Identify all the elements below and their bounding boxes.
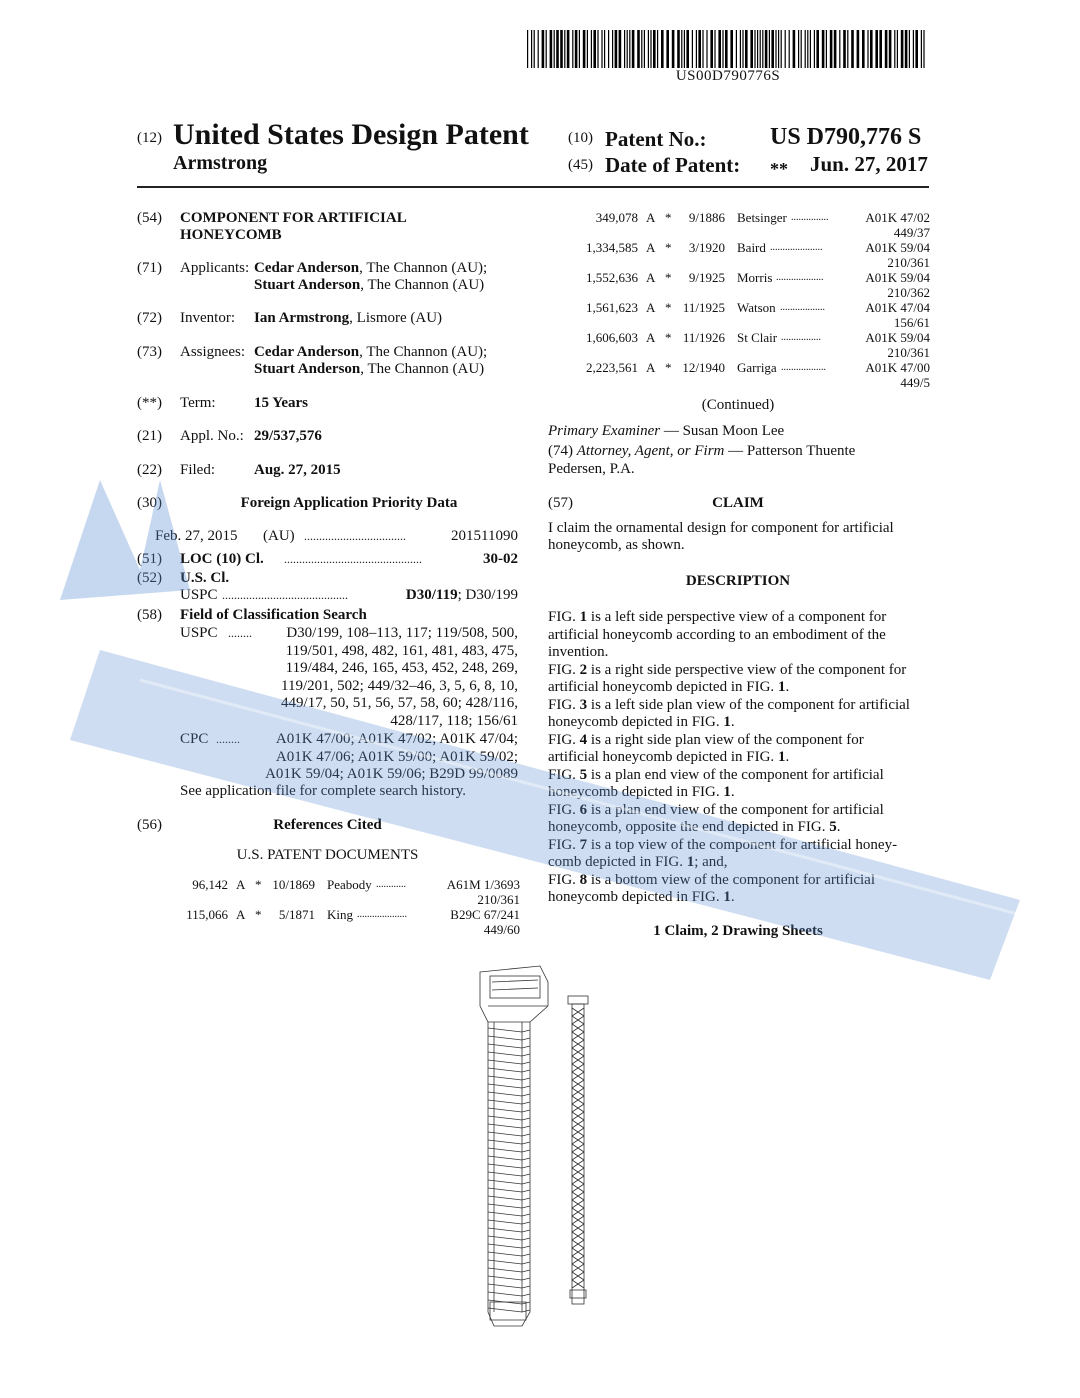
inventor-surname: Armstrong (173, 152, 268, 174)
priority-country: (AU) (263, 528, 295, 544)
ref-dots: ................ (781, 332, 821, 343)
inventor-label: Inventor: (180, 310, 235, 326)
code-57: (57) (548, 495, 573, 511)
ref-number: 1,561,623 (586, 300, 638, 315)
uspc-line: 119/501, 498, 482, 161, 481, 483, 475, (285, 642, 518, 659)
ref-name: St Clair (737, 330, 778, 345)
us-cl-dots: .......................................... (222, 588, 348, 602)
cpc-line: A01K 59/04; A01K 59/06; B29D 99/0089 (265, 766, 518, 782)
assignee-2: Stuart Anderson, The Channon (AU) (254, 361, 485, 377)
ref-star: * (665, 330, 672, 345)
barcode-text: US00D790776S (675, 68, 781, 84)
ref-dots: .................... (357, 909, 407, 920)
search-cpc-dots: ........ (216, 732, 240, 746)
fig-2-side-view (568, 996, 588, 1304)
code-52: (52) (137, 570, 162, 586)
reference-row (560, 360, 930, 390)
ref-class: A01K 47/04 (865, 300, 930, 315)
ref-dots: .................. (781, 362, 826, 373)
ref-kind: A (646, 300, 656, 315)
code-12: (12) (137, 130, 162, 146)
ref-dots: ............ (376, 879, 406, 890)
us-cl-label: U.S. Cl. (180, 570, 230, 586)
reference-row (560, 210, 930, 240)
description-line: FIG. 6 is a plan end view of the component for artificial (548, 801, 884, 818)
ref-class-2: 156/61 (893, 315, 930, 330)
ref-star: * (255, 877, 262, 892)
code-54: (54) (137, 210, 162, 226)
patent-date: Jun. 27, 2017 (810, 152, 928, 176)
search-cpc-label: CPC (180, 731, 209, 747)
code-71: (71) (137, 260, 162, 276)
ref-class-2: 210/361 (887, 345, 930, 360)
ref-date: 12/1940 (682, 360, 725, 375)
ref-dots: ..................... (770, 242, 823, 253)
ref-name: Watson (737, 300, 776, 315)
priority-number: 201511090 (451, 528, 518, 544)
term-extension-mark: ** (770, 159, 788, 179)
fig-1-perspective-view (480, 966, 548, 1326)
description-line: FIG. 8 is a bottom view of the component for artificial (548, 871, 876, 888)
appl-no-label: Appl. No.: (180, 428, 244, 444)
term-value: 15 Years (254, 395, 309, 411)
ref-date: 11/1926 (682, 330, 725, 345)
us-patent-documents-heading: U.S. PATENT DOCUMENTS (236, 847, 419, 863)
ref-name: Baird (737, 240, 766, 255)
ref-number: 1,606,603 (586, 330, 638, 345)
barcode (527, 30, 929, 68)
code-term: (**) (137, 395, 162, 411)
search-uspc-label: USPC (180, 625, 218, 641)
ref-date: 11/1925 (682, 300, 725, 315)
patent-number: US D790,776 S (770, 124, 922, 150)
reference-row (560, 330, 930, 360)
us-cl-uspc: USPC (180, 587, 218, 603)
ref-kind: A (646, 330, 656, 345)
applicant-2: Stuart Anderson, The Channon (AU) (254, 277, 485, 293)
filed-label: Filed: (180, 462, 216, 478)
continued-note: (Continued) (701, 397, 775, 413)
ref-class: A01K 47/00 (865, 360, 930, 375)
claim-heading: CLAIM (712, 495, 764, 511)
claim-text-2: honeycomb, as shown. (548, 537, 685, 553)
reference-row (150, 907, 520, 937)
search-uspc-lines (250, 625, 518, 730)
uspc-line: 428/117, 118; 156/61 (390, 712, 518, 729)
honeycomb-component-figures (470, 962, 600, 1332)
reference-row (560, 300, 930, 330)
ref-class: A61M 1/3693 (446, 877, 520, 892)
search-see-also: See application file for complete search history. (180, 783, 467, 799)
ref-date: 9/1925 (688, 270, 725, 285)
ref-kind: A (236, 877, 246, 892)
primary-examiner: Primary Examiner — Susan Moon Lee (548, 423, 785, 439)
description-line: FIG. 3 is a left side plan view of the component for artificial (548, 696, 910, 713)
claim-text-1: I claim the ornamental design for component for artificial (548, 520, 894, 536)
ref-name: King (327, 907, 353, 922)
assignees-label: Assignees: (180, 344, 245, 360)
patent-type-title: United States Design Patent (173, 118, 529, 151)
reference-row (150, 877, 520, 907)
ref-dots: .................. (780, 302, 825, 313)
description-line: FIG. 2 is a right side perspective view of the component for (548, 661, 907, 678)
search-uspc-dots: ........ (228, 626, 252, 640)
references-right (560, 210, 930, 390)
ref-date: 9/1886 (688, 210, 725, 225)
title-line-2: HONEYCOMB (180, 227, 282, 243)
description-line: honeycomb depicted in FIG. 1. (548, 714, 735, 730)
description-line: artificial honeycomb depicted in FIG. 1. (548, 749, 790, 765)
code-30: (30) (137, 495, 162, 511)
ref-star: * (665, 240, 672, 255)
description-heading: DESCRIPTION (685, 573, 791, 589)
ref-kind: A (646, 240, 656, 255)
ref-class-2: 210/361 (477, 892, 520, 907)
us-cl-value: D30/119; D30/199 (405, 587, 518, 603)
ref-kind: A (646, 210, 656, 225)
description-line: FIG. 7 is a top view of the component for artificial honey- (548, 836, 898, 853)
description-line: honeycomb depicted in FIG. 1. (548, 889, 735, 905)
patent-no-label: Patent No.: (605, 127, 707, 151)
priority-date: Feb. 27, 2015 (155, 528, 238, 544)
reference-row (560, 270, 930, 300)
ref-class: A01K 59/04 (865, 330, 930, 345)
ref-class: A01K 47/02 (865, 210, 930, 225)
references-left (150, 877, 520, 937)
ref-class-2: 449/5 (900, 375, 930, 390)
ref-kind: A (236, 907, 246, 922)
attorney-line-1: (74) Attorney, Agent, or Firm — Patterson Thuente (548, 443, 856, 459)
description-line: artificial honeycomb according to an embodiment of the (548, 626, 886, 643)
ref-class: A01K 59/04 (865, 240, 930, 255)
ref-kind: A (646, 270, 656, 285)
search-cpc-lines (240, 731, 518, 784)
loc-dots: .............................................. (284, 552, 422, 566)
ref-name: Garriga (737, 360, 777, 375)
uspc-line: D30/199, 108–113, 117; 119/508, 500, (286, 625, 518, 641)
ref-class: A01K 59/04 (865, 270, 930, 285)
ref-class-2: 449/37 (893, 225, 930, 240)
ref-class-2: 210/361 (887, 255, 930, 270)
ref-date: 5/1871 (278, 907, 315, 922)
claims-sheets-count: 1 Claim, 2 Drawing Sheets (653, 923, 823, 939)
ref-star: * (665, 300, 672, 315)
header-rule (137, 186, 929, 188)
description-line: honeycomb depicted in FIG. 1. (548, 784, 735, 800)
loc-value: 30-02 (483, 551, 518, 567)
ref-star: * (665, 210, 672, 225)
ref-number: 349,078 (595, 210, 638, 225)
code-56: (56) (137, 817, 162, 833)
uspc-line: 119/201, 502; 449/32–46, 3, 5, 6, 8, 10, (281, 677, 518, 694)
ref-number: 1,334,585 (586, 240, 638, 255)
ref-name: Morris (737, 270, 773, 285)
code-45: (45) (568, 157, 593, 173)
code-72: (72) (137, 310, 162, 326)
priority-dots: .................................. (304, 529, 406, 543)
ref-date: 3/1920 (688, 240, 725, 255)
ref-class-2: 210/362 (887, 285, 930, 300)
ref-dots: ............... (791, 212, 829, 223)
ref-date: 10/1869 (272, 877, 315, 892)
applicants-label: Applicants: (180, 260, 250, 276)
ref-star: * (665, 270, 672, 285)
ref-kind: A (646, 360, 656, 375)
ref-class: B29C 67/241 (450, 907, 520, 922)
description-line: comb depicted in FIG. 1; and, (548, 854, 728, 870)
filed-value: Aug. 27, 2015 (254, 462, 341, 478)
ref-name: Betsinger (737, 210, 787, 225)
ref-number: 2,223,561 (586, 360, 638, 375)
code-51: (51) (137, 551, 162, 567)
ref-star: * (665, 360, 672, 375)
appl-no-value: 29/537,576 (254, 428, 322, 444)
inventor: Ian Armstrong, Lismore (AU) (254, 310, 443, 326)
loc-label: LOC (10) Cl. (180, 551, 264, 567)
ref-number: 1,552,636 (586, 270, 638, 285)
title-line-1: COMPONENT FOR ARTIFICIAL (180, 210, 407, 226)
references-heading: References Cited (273, 817, 382, 833)
cpc-line: A01K 47/00; A01K 47/02; A01K 47/04; (275, 731, 518, 747)
date-label: Date of Patent: (605, 153, 741, 177)
uspc-line: 449/17, 50, 51, 56, 57, 58, 60; 428/116, (281, 695, 518, 711)
applicant-1: Cedar Anderson, The Channon (AU); (254, 260, 488, 276)
search-field-heading: Field of Classification Search (180, 607, 367, 623)
description-line: invention. (548, 644, 609, 660)
ref-name: Peabody (327, 877, 372, 892)
ref-number: 96,142 (192, 877, 228, 892)
ref-dots: ................... (776, 272, 824, 283)
cpc-line: A01K 47/06; A01K 59/00; A01K 59/02; (275, 748, 518, 765)
description-line: FIG. 5 is a plan end view of the component for artificial (548, 766, 884, 783)
ref-star: * (255, 907, 262, 922)
code-73: (73) (137, 344, 162, 360)
ref-number: 115,066 (186, 907, 228, 922)
assignee-1: Cedar Anderson, The Channon (AU); (254, 344, 488, 360)
description-body (548, 609, 928, 907)
ref-class-2: 449/60 (483, 922, 520, 937)
code-58: (58) (137, 607, 162, 623)
code-22: (22) (137, 462, 162, 478)
description-line: FIG. 1 is a left side perspective view of a component for (548, 609, 887, 625)
priority-heading: Foreign Application Priority Data (240, 495, 458, 511)
uspc-line: 119/484, 246, 165, 453, 452, 248, 269, (285, 660, 518, 676)
description-line: honeycomb, opposite the end depicted in FIG. 5. (548, 819, 841, 835)
code-21: (21) (137, 428, 162, 444)
description-line: artificial honeycomb depicted in FIG. 1. (548, 679, 790, 695)
attorney-line-2: Pedersen, P.A. (548, 461, 635, 477)
code-10: (10) (568, 130, 593, 146)
description-line: FIG. 4 is a right side plan view of the component for (548, 731, 864, 748)
term-label: Term: (180, 395, 216, 411)
reference-row (560, 240, 930, 270)
